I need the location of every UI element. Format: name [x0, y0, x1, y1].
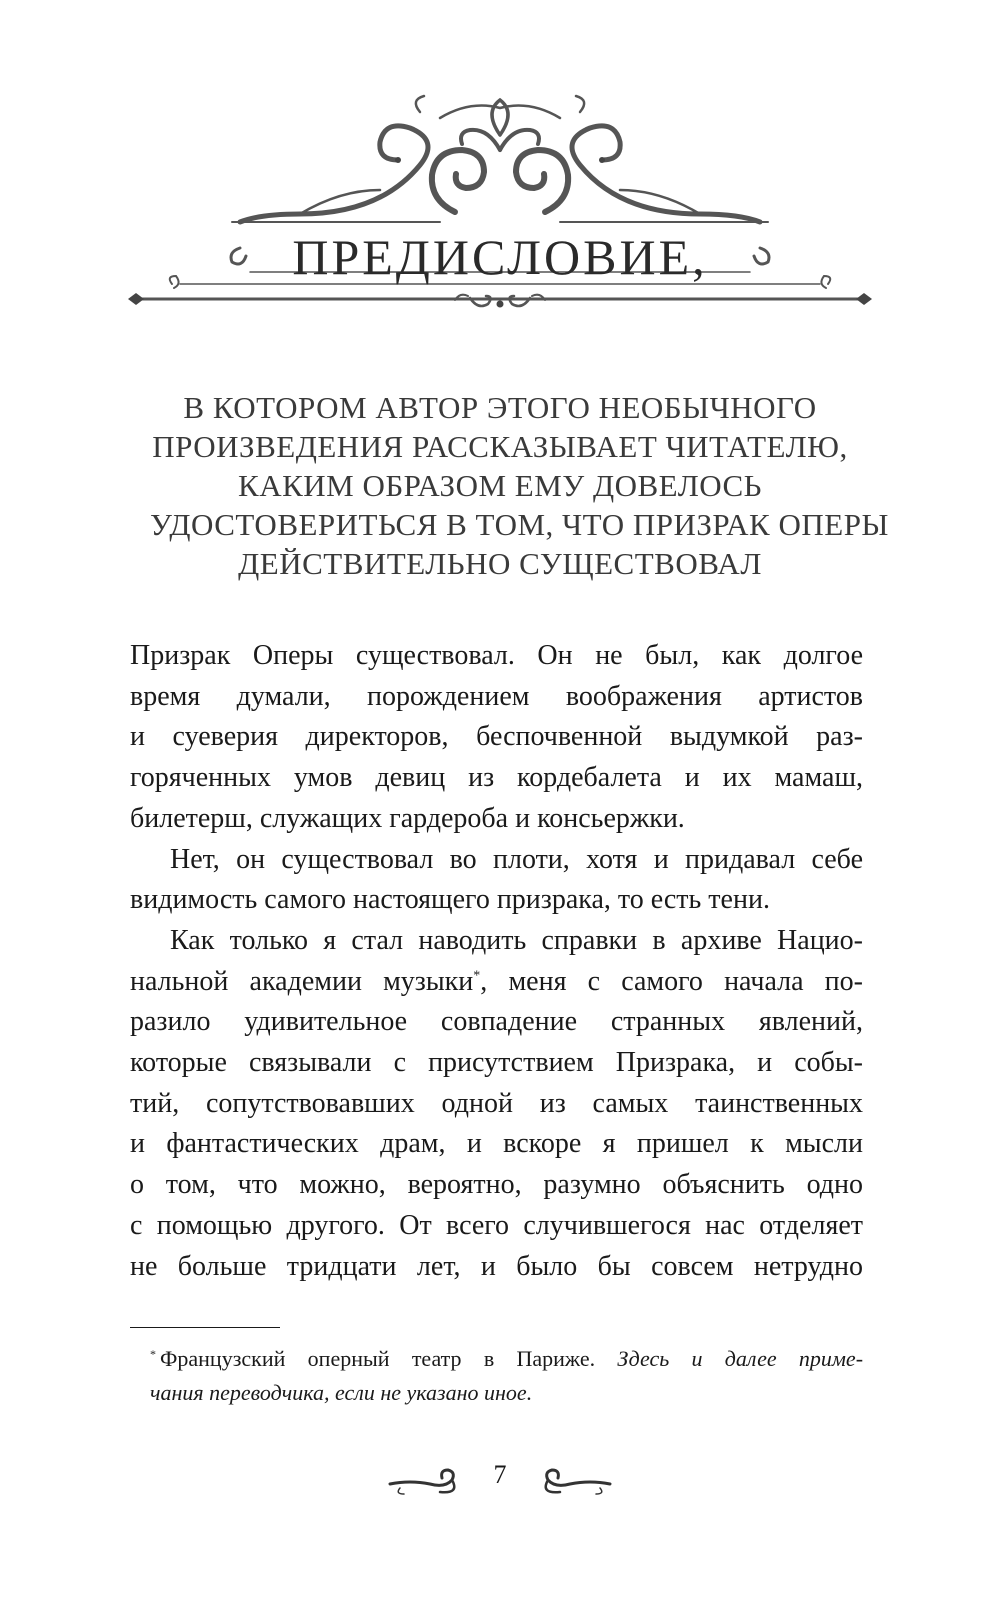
- chapter-subtitle: [150, 388, 889, 583]
- text-line-with-footnote: [130, 962, 863, 1003]
- text-line: время думали, порождением воображения артистов: [130, 680, 863, 712]
- footnote: [150, 1342, 863, 1410]
- page-number: 7: [493, 1460, 507, 1489]
- text-line: и фантастических драм, и вскоре я пришел к мысли: [130, 1128, 863, 1160]
- footnote-marker[interactable]: *: [473, 968, 481, 984]
- footnote-note: Здесь и далее приме-: [617, 1346, 864, 1371]
- footnote-divider: [130, 1327, 280, 1328]
- subtitle-line: ДЕЙСТВИТЕЛЬНО СУЩЕСТВОВАЛ: [238, 546, 762, 581]
- text-line: Призрак Оперы существовал. Он не был, как долгое: [130, 640, 863, 671]
- text-line: горяченных умов девиц из кордебалета и их мамаш,: [130, 762, 863, 794]
- text-line: видимость самого настоящего призрака, то есть тени.: [130, 884, 770, 916]
- footnote-note: чания переводчика, если не указано иное.: [150, 1380, 533, 1405]
- text-line: которые связывали с присутствием Призрака, и собы-: [130, 1047, 863, 1079]
- text-fragment: , меня с самого начала по-: [480, 965, 863, 997]
- subtitle-line: В КОТОРОМ АВТОР ЭТОГО НЕОБЫЧНОГО: [183, 390, 817, 425]
- text-line: не больше тридцати лет, и было бы совсем нетрудно: [130, 1250, 863, 1282]
- text-line: о том, что можно, вероятно, разумно объяснить одно: [130, 1169, 863, 1201]
- footnote-line: [150, 1342, 863, 1376]
- footnote-line: [150, 1376, 863, 1410]
- subtitle-line: ПРОИЗВЕДЕНИЯ РАССКАЗЫВАЕТ ЧИТАТЕЛЮ,: [152, 429, 848, 464]
- subtitle-line: КАКИМ ОБРАЗОМ ЕМУ ДОВЕЛОСЬ: [238, 468, 762, 503]
- text-fragment: нальной академии музыки: [130, 965, 474, 997]
- text-line: Как только я стал наводить справки в архиве Нацио-: [170, 924, 863, 956]
- footnote-marker: *: [150, 1346, 156, 1361]
- text-line: билетерш, служащих гардероба и консьержки.: [130, 802, 685, 834]
- body-text: [130, 636, 863, 1287]
- chapter-title: ПРЕДИСЛОВИЕ,: [292, 229, 708, 285]
- subtitle-line: УДОСТОВЕРИТЬСЯ В ТОМ, ЧТО ПРИЗРАК ОПЕРЫ: [150, 507, 889, 542]
- text-line: с помощью другого. От всего случившегося нас отделяет: [130, 1209, 863, 1241]
- text-line: тий, сопутствовавших одной из самых таинственных: [130, 1087, 863, 1119]
- text-line: разило удивительное совпадение странных явлений,: [130, 1006, 863, 1038]
- text-line: и суеверия директоров, беспочвенной выдумкой раз-: [130, 721, 863, 753]
- footnote-text: Французский оперный театр в Париже.: [160, 1346, 596, 1371]
- text-line: Нет, он существовал во плоти, хотя и придавал себе: [170, 843, 863, 875]
- chapter-heading-ornament: [0, 0, 1000, 340]
